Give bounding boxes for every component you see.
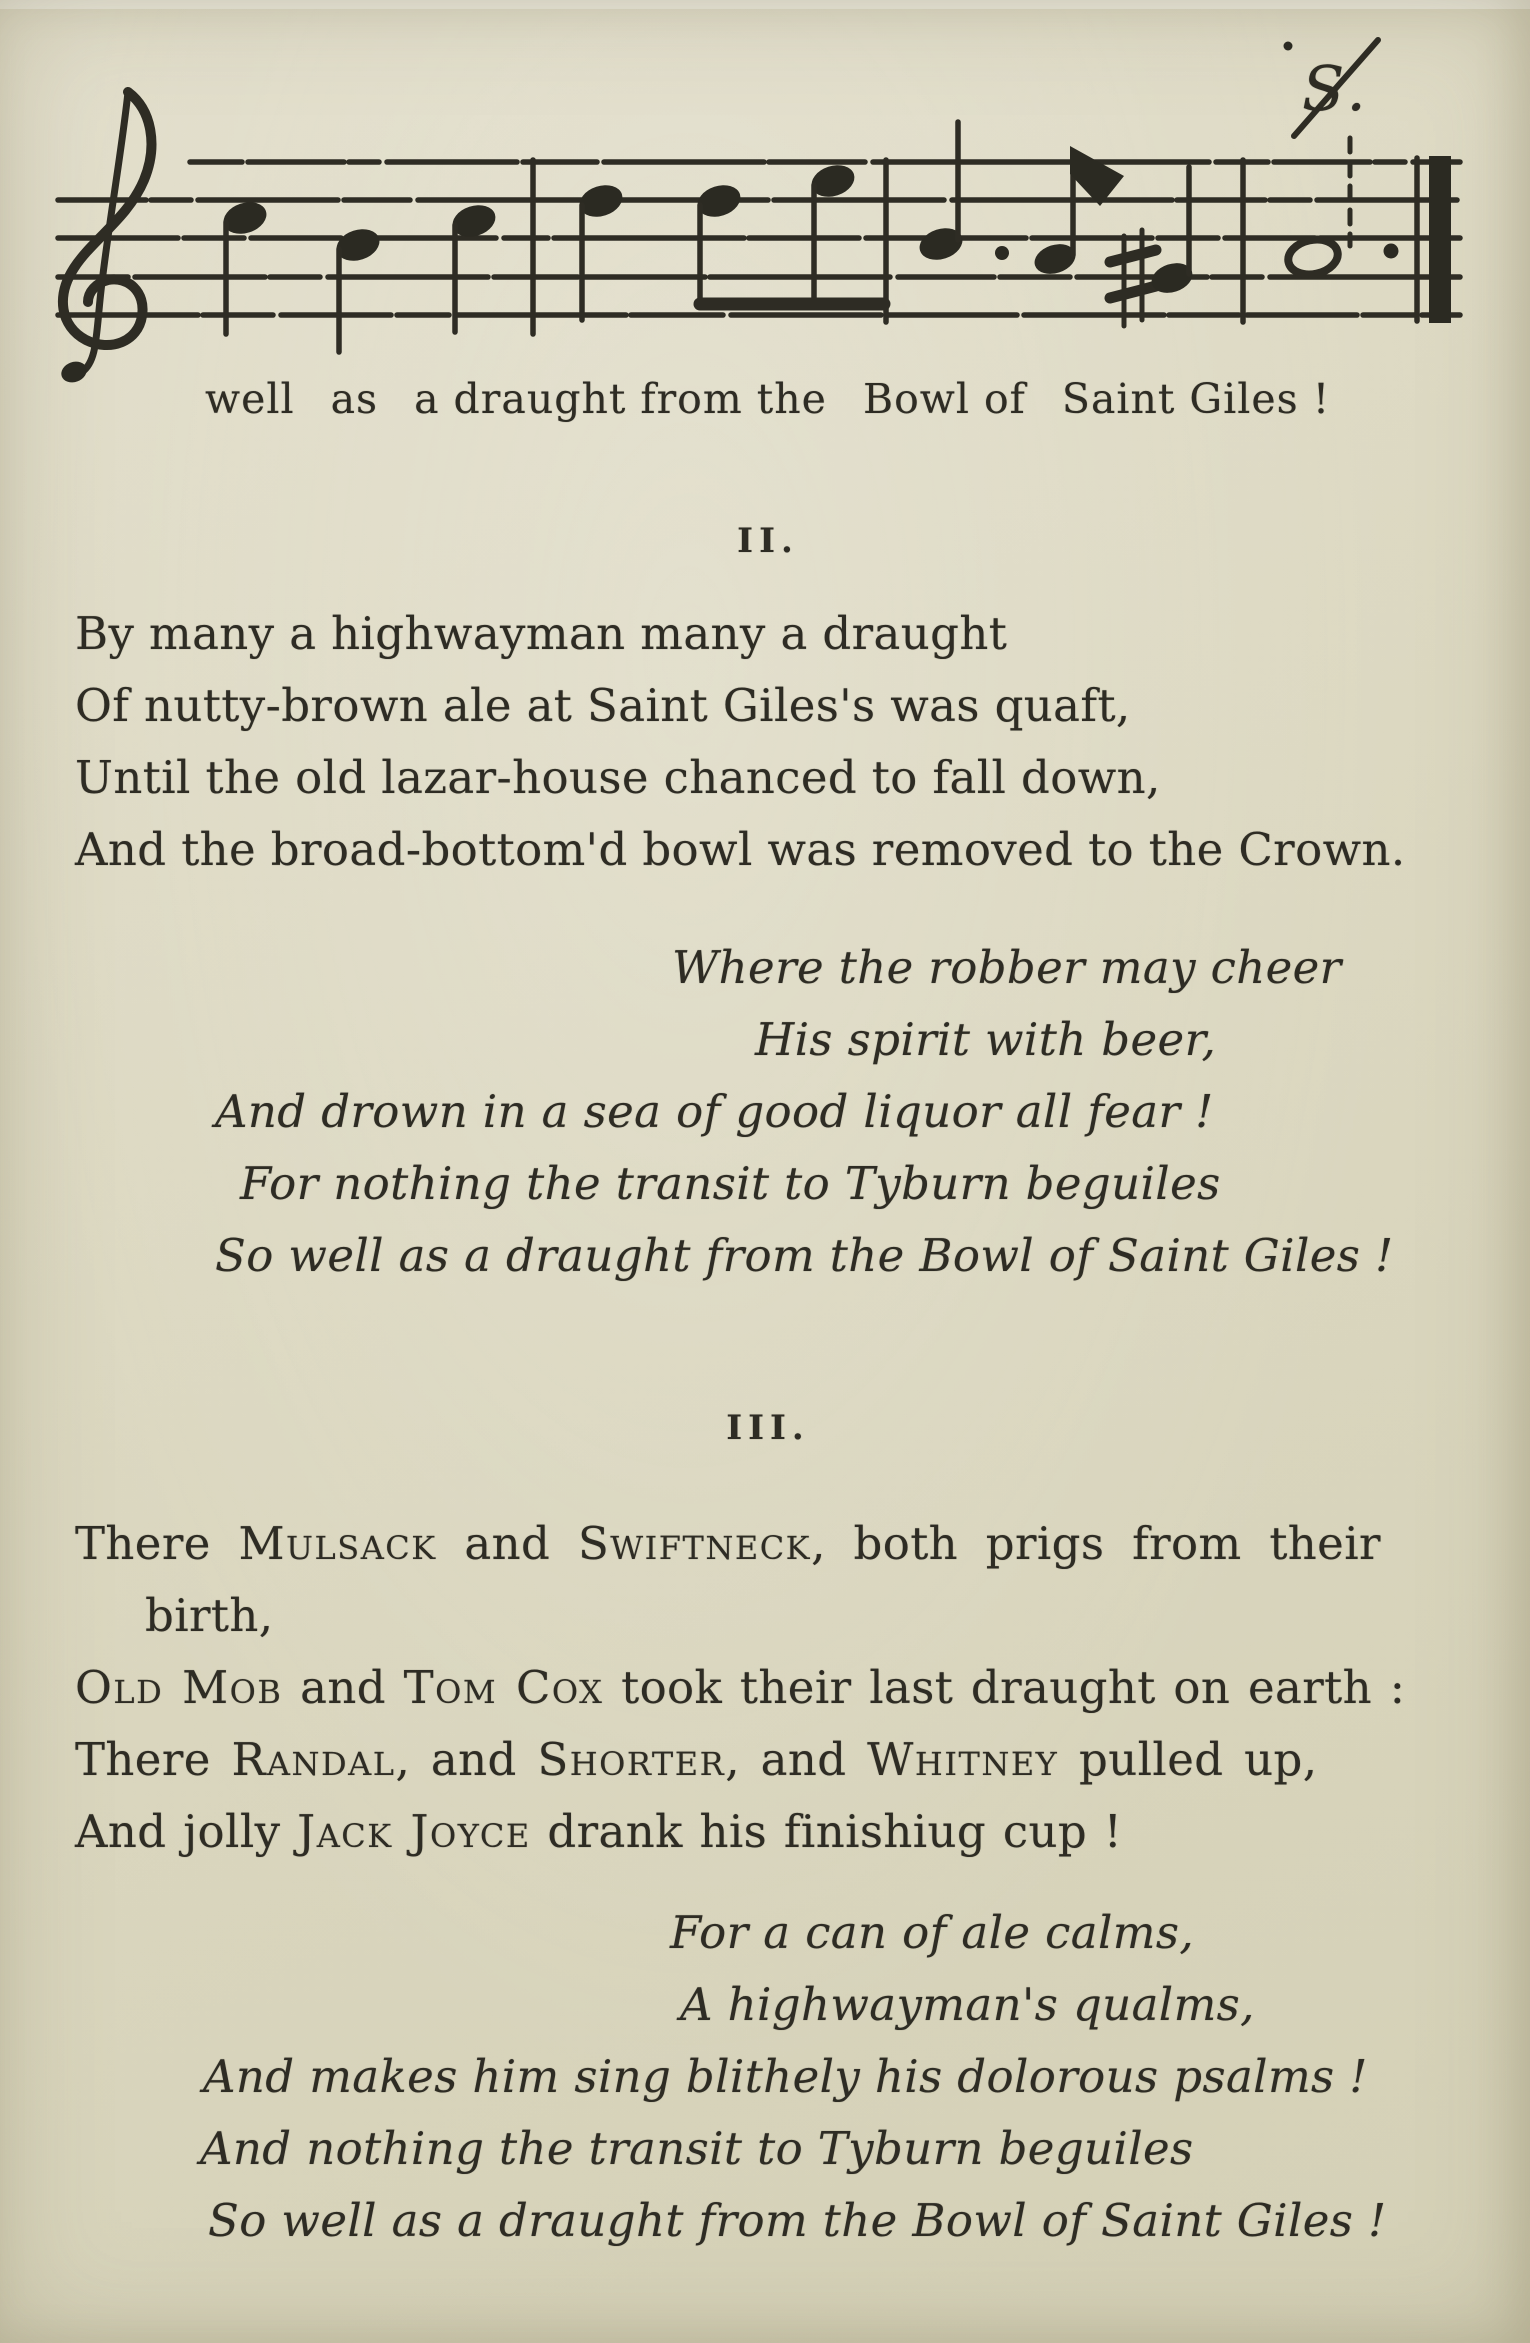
chorus-line [240,1148,1468,1220]
text-run: and [282,1661,404,1714]
chorus-line [215,1076,1468,1148]
text-run: There [75,1517,239,1570]
text-run: took their last draught on earth : [603,1661,1406,1714]
text-run: And makes him sing blithely his dolorous psalms ! [203,2050,1368,2103]
segno-mark: S. [1302,52,1370,125]
dotted-whole-note [1285,235,1398,279]
staff-lines [58,162,1460,315]
text-run: And the broad-bottom'd bowl was removed to the Crown. [75,823,1406,876]
highwayman-name: Whitney [867,1733,1059,1786]
verse-line [75,742,1468,814]
text-run: birth, [145,1589,274,1642]
highwayman-name: Shorter [537,1733,726,1786]
chorus-line [755,1004,1468,1076]
chorus-line [672,932,1468,1004]
text-run: And jolly [75,1805,298,1858]
eighth-note [807,160,858,302]
verse-line [75,1724,1468,1796]
lyric-word: as [330,375,379,423]
highwayman-name: Swiftneck [577,1517,812,1570]
chorus-line [208,2185,1468,2257]
text-run: drank his finishiug cup ! [530,1805,1123,1858]
text-run: His spirit with beer, [755,1013,1217,1066]
verse-line [75,598,1468,670]
stanza-2 [75,598,1468,1292]
stanza-3 [75,1508,1468,2257]
chorus-line [215,1220,1468,1292]
verse-line [145,1580,1468,1652]
lyric-word: Bowl of [862,375,1026,423]
chorus-line [680,1969,1468,2041]
lyric-word: Saint Giles ! [1061,375,1331,423]
highwayman-name: Tom Cox [403,1661,604,1714]
verse-line [75,1796,1468,1868]
verse-line [75,1652,1468,1724]
text-run: pulled up, [1058,1733,1318,1786]
text-run: For nothing the transit to Tyburn beguiles [240,1157,1221,1210]
dotted-quarter-note [915,122,1009,265]
lyric-word: a draught from the [414,375,827,423]
eighth-note [693,180,744,306]
highwayman-name: Jack Joyce [297,1805,531,1858]
text-run: , and [725,1733,868,1786]
chorus-line [200,2113,1468,2185]
text-run: By many a highwayman many a draught [75,607,1008,660]
text-run: , both prigs from their [811,1517,1381,1570]
eighth-note [1148,167,1197,298]
text-run: , and [395,1733,538,1786]
stanza-3-number: III. [726,1408,810,1448]
stanza-2-number: II. [737,521,799,561]
verse-line [75,1508,1468,1580]
chorus-line [670,1897,1468,1969]
verse-line [75,814,1468,886]
quarter-note [575,180,626,320]
text-run: Until the old lazar-house chanced to fall down, [75,751,1161,804]
text-run: So well as a draught from the Bowl of Saint Giles ! [208,2194,1387,2247]
text-run: And drown in a sea of good liquor all fear ! [215,1085,1214,1138]
music-staff [0,0,1530,440]
verse-line [75,670,1468,742]
text-run: There [75,1733,232,1786]
text-run: Of nutty-brown ale at Saint Giles's was quaft, [75,679,1131,732]
chorus-line [203,2041,1468,2113]
lyric-line [205,375,1330,423]
quarter-note [332,224,383,352]
quarter-note [448,200,499,332]
text-run: A highwayman's qualms, [680,1978,1255,2031]
text-run: For a can of ale calms, [670,1906,1195,1959]
text-run: And nothing the transit to Tyburn beguiles [200,2122,1194,2175]
text-run: and [436,1517,578,1570]
highwayman-name: Mulsack [238,1517,437,1570]
highwayman-name: Old Mob [75,1661,283,1714]
lyric-word: well [205,375,295,423]
text-run: So well as a draught from the Bowl of Saint Giles ! [215,1229,1394,1282]
text-run: Where the robber may cheer [672,941,1342,994]
highwayman-name: Randal [231,1733,396,1786]
